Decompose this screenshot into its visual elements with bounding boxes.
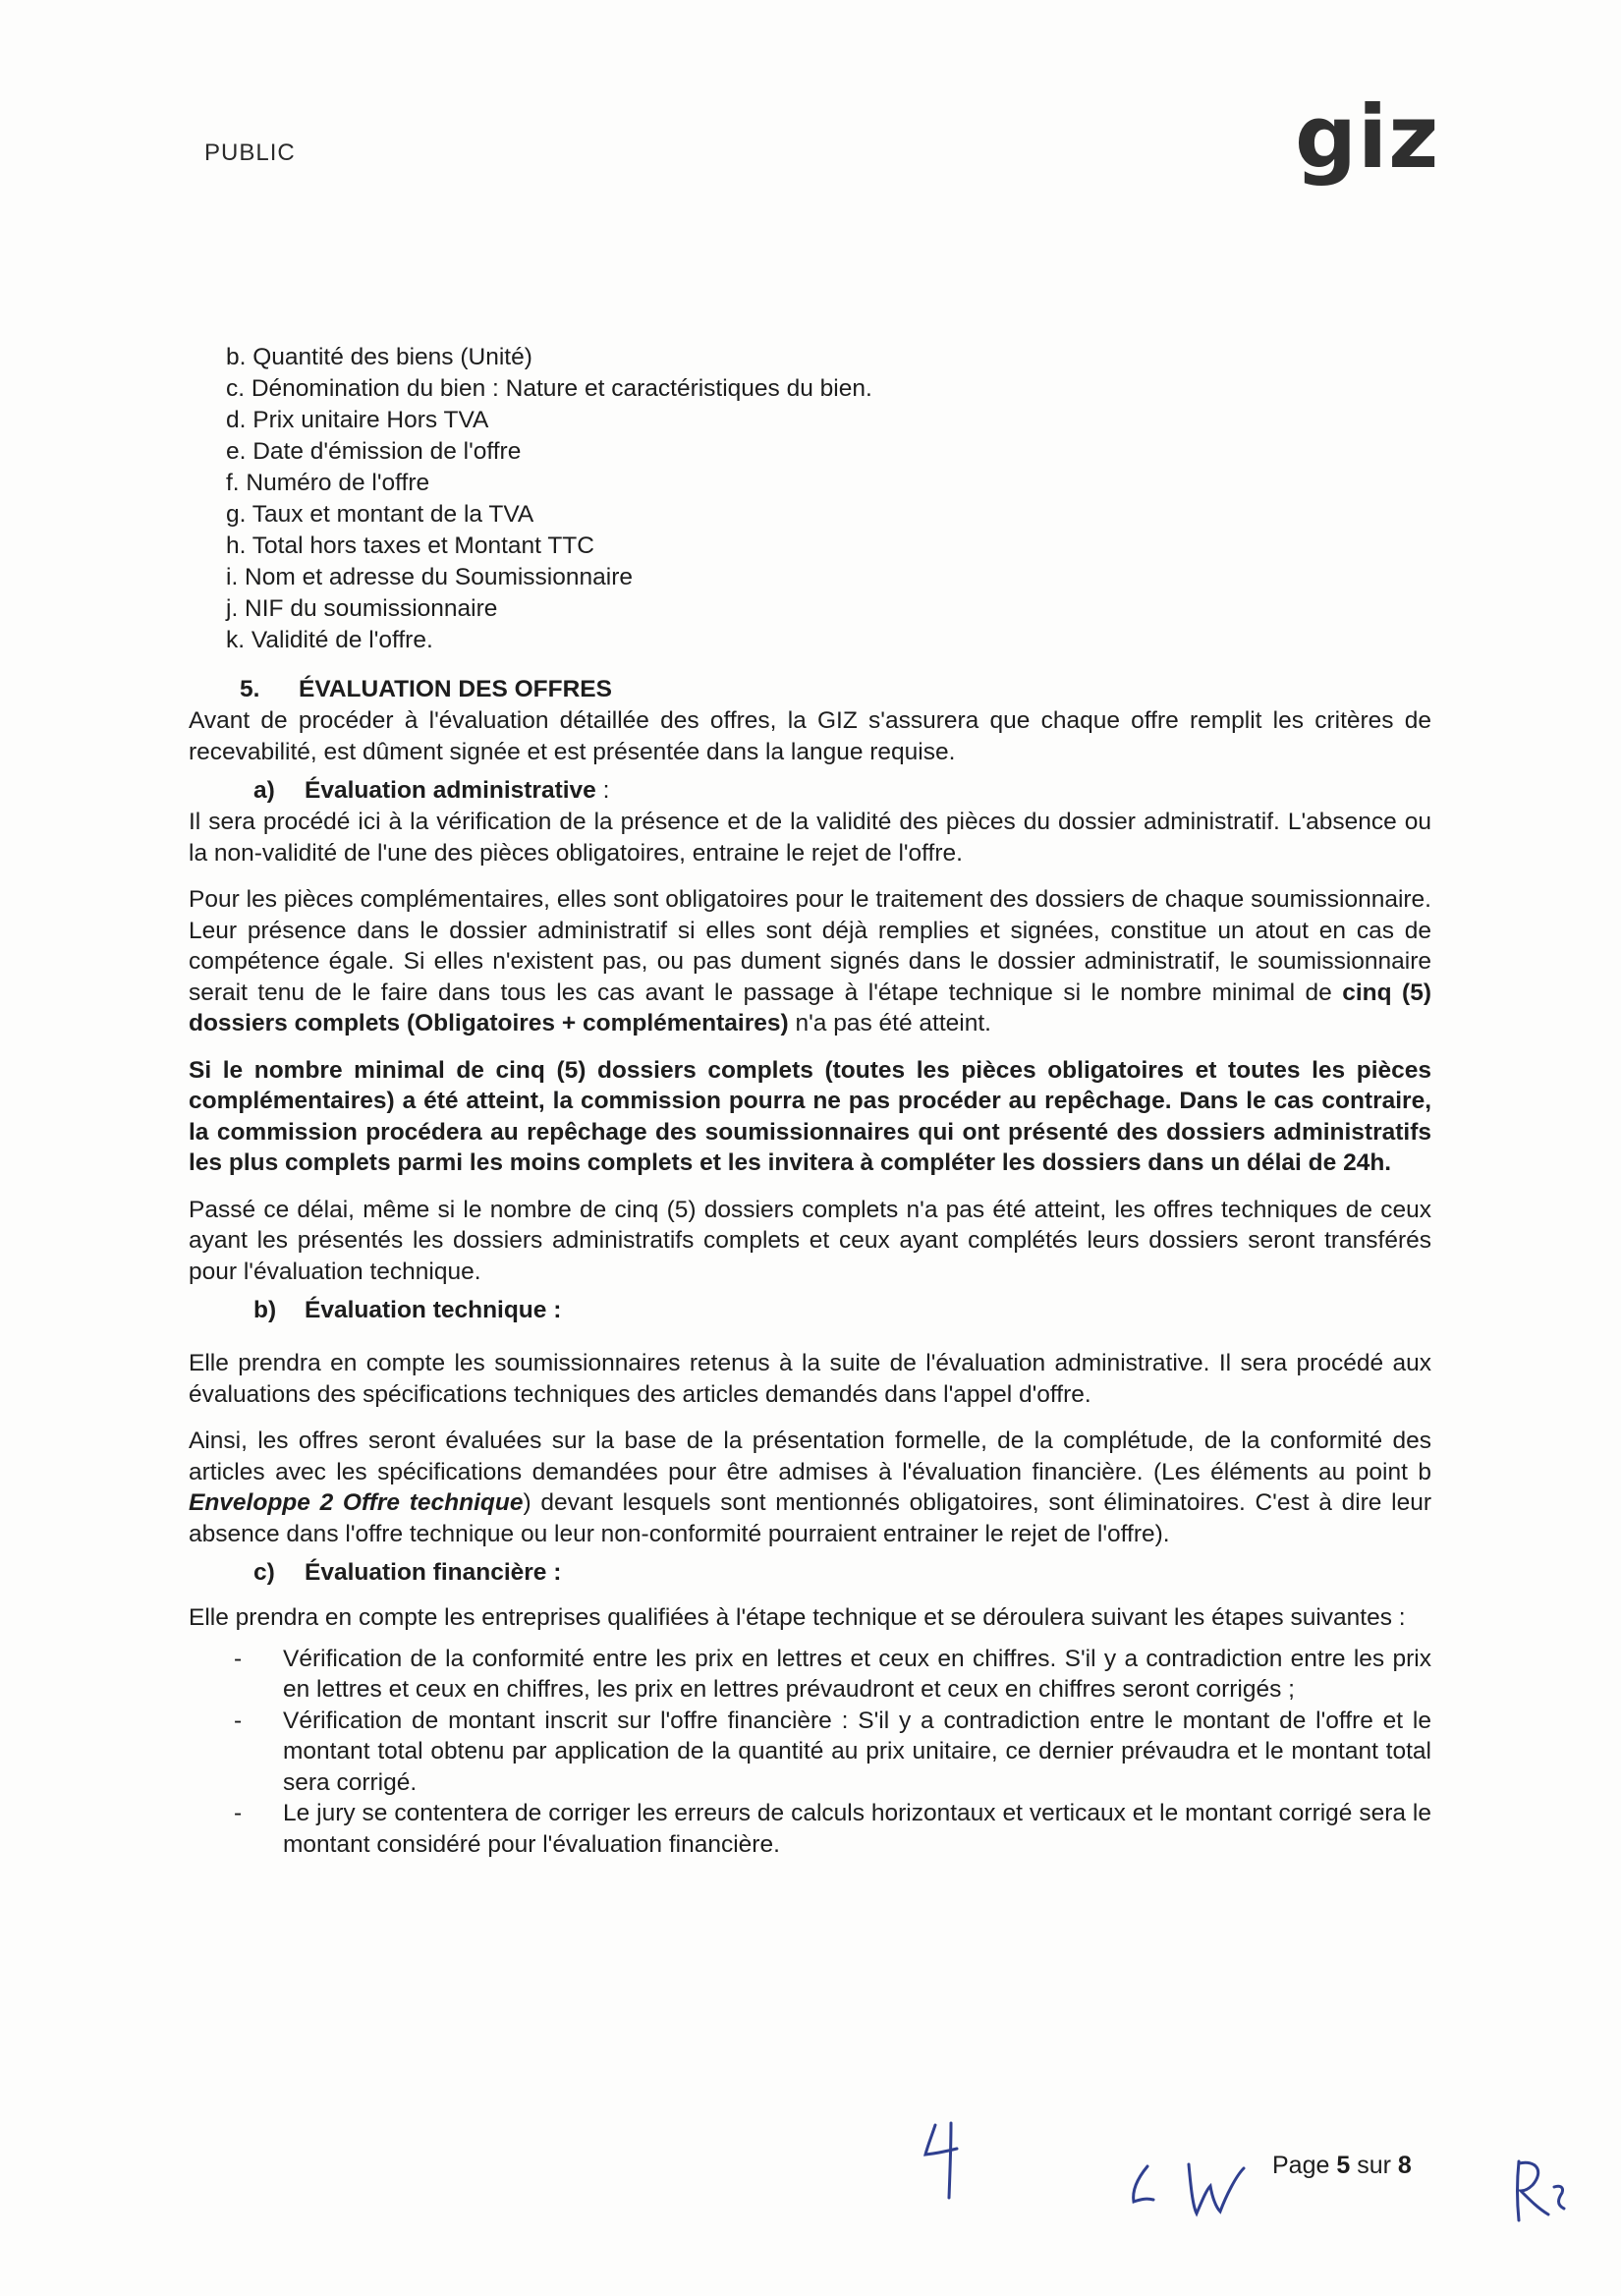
dash-bullet: -: [234, 1707, 243, 1734]
section-title: ÉVALUATION DES OFFRES: [299, 676, 612, 702]
page-mid: sur: [1350, 2152, 1398, 2179]
list-item: e. Date d'émission de l'offre: [226, 438, 522, 465]
page-number: [1272, 2152, 1412, 2180]
dash-bullet: -: [234, 1800, 243, 1826]
page-content: [189, 342, 1431, 1860]
list-item: [189, 1644, 1431, 1706]
section-5-heading: [189, 674, 1431, 705]
paragraph-bold-italic-text: Enveloppe 2 Offre technique: [189, 1489, 524, 1516]
subsection-title: Évaluation technique :: [305, 1297, 562, 1323]
fin-eval-heading: [189, 1557, 1431, 1589]
subsection-title-suffix: :: [595, 777, 610, 804]
list-item-text: Le jury se contentera de corriger les erreurs de calculs horizontaux et verticaux et le montant corrigé sera le montant considéré pour l'évaluation financière.: [283, 1800, 1431, 1858]
subsection-title: Évaluation financière :: [305, 1559, 562, 1586]
paragraph-text: n'a pas été atteint.: [788, 1010, 991, 1036]
list-item: [189, 1706, 1431, 1799]
handwritten-initial-4: [914, 2117, 973, 2206]
tech-eval-heading: [189, 1295, 1431, 1326]
section-number: 5.: [240, 676, 260, 702]
page-prefix: Page: [1272, 2152, 1337, 2179]
list-item: j. NIF du soumissionnaire: [226, 595, 498, 622]
total-pages: 8: [1397, 2152, 1412, 2179]
spacer: [189, 1589, 1431, 1602]
paragraph-text: ) devant lesquels sont mentionnés obligatoires, sont éliminatoires. C'est à dire leur absence dans l'offre technique ou leur non-conformité pourraient entrainer le rejet de l'offre).: [189, 1489, 1431, 1547]
section-5-intro: Avant de procéder à l'évaluation détaillée des offres, la GIZ s'assurera que chaque offre remplit les critères de recevabilité, est dûment signée et est présentée dans la langue requise.: [189, 707, 1431, 765]
subsection-marker: a): [253, 777, 275, 804]
offer-requirements-list: [189, 342, 1431, 656]
admin-eval-heading: [189, 775, 1431, 807]
list-item: g. Taux et montant de la TVA: [226, 501, 534, 528]
subsection-title: Évaluation administrative: [305, 777, 596, 804]
spacer: [189, 1326, 1431, 1348]
list-item: d. Prix unitaire Hors TVA: [226, 407, 489, 433]
paragraph-bold-text: cinq (5) dossiers complets (Obligatoires + complémentaires): [189, 979, 1431, 1036]
dash-bullet: -: [234, 1645, 243, 1672]
subsection-marker: c): [253, 1559, 275, 1586]
classification-label: PUBLIC: [204, 140, 296, 166]
list-item: k. Validité de l'offre.: [226, 627, 433, 653]
list-item-text: Vérification de la conformité entre les prix en lettres et ceux en chiffres. S'il y a contradiction entre les prix en lettres et ceux en chiffres, les prix en lettres prévaudront et ceux en chiffres seront corrigés ;: [283, 1645, 1431, 1703]
current-page: 5: [1336, 2152, 1351, 2179]
tech-eval-paragraph-2: [189, 1426, 1431, 1549]
admin-eval-paragraph-2: [189, 884, 1431, 1039]
fin-eval-paragraph-1: Elle prendra en compte les entreprises qualifiées à l'étape technique et se déroulera suivant les étapes suivantes :: [189, 1604, 1406, 1631]
handwritten-initials-right: [1503, 2152, 1582, 2230]
list-item: c. Dénomination du bien : Nature et caractéristiques du bien.: [226, 375, 872, 402]
list-item-text: Vérification de montant inscrit sur l'offre financière : S'il y a contradiction entre le montant de l'offre et le montant total obtenu par application de la quantité au prix unitaire, ce dernier prévaudra et le montant total sera corrigé.: [283, 1707, 1431, 1796]
paragraph-text: Pour les pièces complémentaires, elles sont obligatoires pour le traitement des dossiers de chaque soumissionnaire. Leur présence dans le dossier administratif si elles sont déjà remplies et signées, constitue un atout en cas de compétence égale. Si elles n'existent pas, ou pas dument signés dans le dossier administratif, le soumissionnaire serait tenu de le faire dans tous les cas avant le passage à l'étape technique si le nombre minimal de: [189, 886, 1431, 1006]
list-item: h. Total hors taxes et Montant TTC: [226, 532, 594, 559]
subsection-marker: b): [253, 1297, 277, 1323]
admin-eval-paragraph-1: Il sera procédé ici à la vérification de la présence et de la validité des pièces du dossier administratif. L'absence ou la non-validité de l'une des pièces obligatoires, entraine le rejet de l'offre.: [189, 809, 1431, 867]
list-item: i. Nom et adresse du Soumissionnaire: [226, 564, 633, 590]
admin-eval-paragraph-4: Passé ce délai, même si le nombre de cinq (5) dossiers complets n'a pas été atteint, les offres techniques de ceux ayant les présentés les dossiers administratifs complets et ceux ayant complétés leurs dossiers seront transférés pour l'évaluation technique.: [189, 1196, 1431, 1285]
fin-eval-steps-list: [189, 1644, 1431, 1861]
handwritten-initials: [1120, 2156, 1258, 2225]
list-item: [189, 1798, 1431, 1860]
paragraph-text: Ainsi, les offres seront évaluées sur la base de la présentation formelle, de la complétude, de la conformité des articles avec les spécifications demandées pour être admises à l'évaluation financière. (Les éléments au point b: [189, 1428, 1431, 1485]
list-item: f. Numéro de l'offre: [226, 470, 430, 496]
admin-eval-paragraph-3: Si le nombre minimal de cinq (5) dossiers complets (toutes les pièces obligatoires et toutes les pièces complémentaires) a été atteint, la commission pourra ne pas procéder au repêchage. Dans le cas contraire, la commission procédera au repêchage des soumissionnaires qui ont présenté des dossiers administratifs les plus complets parmi les moins complets et les invitera à compléter les dossiers dans un délai de 24h.: [189, 1056, 1431, 1176]
giz-logo: giz: [1295, 86, 1440, 188]
tech-eval-paragraph-1: Elle prendra en compte les soumissionnaires retenus à la suite de l'évaluation administrative. Il sera procédé aux évaluations des spécifications techniques des articles demandés dans l'appel d'offre.: [189, 1350, 1431, 1408]
list-item: b. Quantité des biens (Unité): [226, 344, 532, 370]
